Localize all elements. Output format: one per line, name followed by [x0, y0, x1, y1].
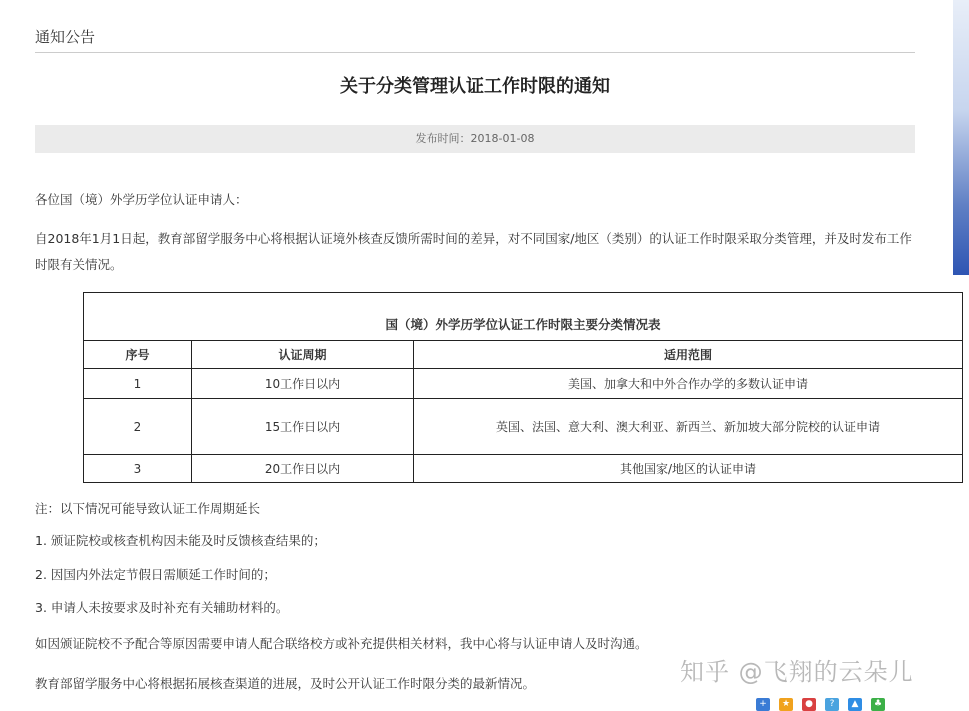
note-item: 3. 申请人未按要求及时补充有关辅助材料的。 [35, 600, 289, 615]
intro-paragraph: 自2018年1月1日起，教育部留学服务中心将根据认证境外核查反馈所需时间的差异，对不同国家/地区（类别）的认证工作时限采取分类管理，并及时发布工作时限有关情况。 [35, 231, 912, 272]
table-row [84, 455, 963, 483]
share-bar [756, 698, 885, 711]
closing-paragraph: 如因颁证院校不予配合等原因需要申请人配合联络校方或补充提供相关材料，我中心将与认证申请人及时沟通。 [35, 636, 648, 651]
row-period: 10工作日以内 [192, 369, 414, 399]
publish-date: 发布时间：2018-01-08 [35, 125, 915, 153]
row-index: 3 [84, 455, 192, 483]
header-scope: 适用范围 [414, 341, 963, 369]
row-index: 1 [84, 369, 192, 399]
row-scope: 美国、加拿大和中外合作办学的多数认证申请 [414, 369, 963, 399]
note-item: 1. 颁证院校或核查机构因未能及时反馈核查结果的； [35, 533, 326, 548]
table-row [84, 399, 963, 455]
timeline-table [83, 292, 963, 483]
row-period: 15工作日以内 [192, 399, 414, 455]
share-icon-5[interactable]: ▲ [848, 698, 862, 711]
share-icon-4[interactable]: ? [825, 698, 839, 711]
header-index: 序号 [84, 341, 192, 369]
greeting: 各位国（境）外学历学位认证申请人： [35, 192, 248, 207]
row-scope: 其他国家/地区的认证申请 [414, 455, 963, 483]
table-row [84, 369, 963, 399]
section-label: 通知公告 [35, 28, 96, 46]
notes-heading: 注：以下情况可能导致认证工作周期延长 [35, 501, 261, 516]
share-icon-2[interactable]: ★ [779, 698, 793, 711]
watermark: 知乎 @飞翔的云朵儿 [680, 658, 914, 686]
side-decoration [953, 0, 969, 275]
share-icon-6[interactable]: ♣ [871, 698, 885, 711]
table-caption: 国（境）外学历学位认证工作时限主要分类情况表 [84, 293, 963, 341]
row-period: 20工作日以内 [192, 455, 414, 483]
divider [35, 52, 915, 53]
header-period: 认证周期 [192, 341, 414, 369]
share-icon-1[interactable]: + [756, 698, 770, 711]
article-title: 关于分类管理认证工作时限的通知 [340, 76, 610, 97]
share-icon-3[interactable]: ● [802, 698, 816, 711]
table-header-row [84, 341, 963, 369]
note-item: 2. 因国内外法定节假日需顺延工作时间的； [35, 567, 276, 582]
row-index: 2 [84, 399, 192, 455]
closing-paragraph: 教育部留学服务中心将根据拓展核查渠道的进展，及时公开认证工作时限分类的最新情况。 [35, 676, 536, 691]
row-scope: 英国、法国、意大利、澳大利亚、新西兰、新加坡大部分院校的认证申请 [414, 399, 963, 455]
